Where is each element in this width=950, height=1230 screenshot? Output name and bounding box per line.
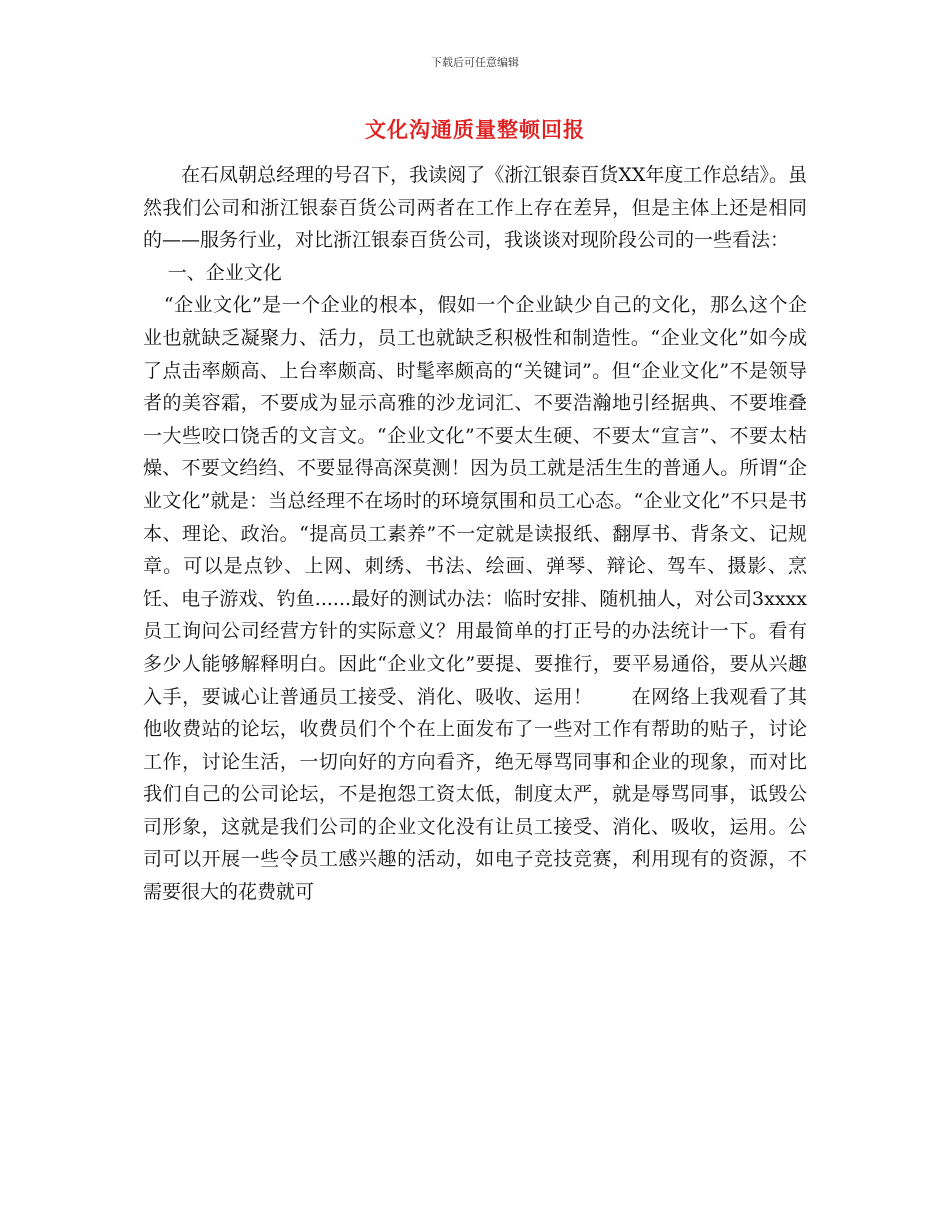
intro-paragraph: 在石凤朝总经理的号召下，我读阅了《浙江银泰百货XX年度工作总结》。虽然我们公司和浙江银泰百货公司两者在工作上存在差异，但是主体上还是相同的——服务行业，对比浙江银泰百货公司，我谈谈对现阶段公司的一些看法： xyxy=(143,164,807,252)
corporate-culture-paragraph: “企业文化”是一个企业的根本，假如一个企业缺少自己的文化，那么这个企业也就缺乏凝聚力、活力，员工也就缺乏积极性和制造性。“企业文化”如今成了点击率颇高、上台率颇高、时髦率颇高的“关键词”。但“企业文化”不是领导者的美容霜，不要成为显示高雅的沙龙词汇、不要浩瀚地引经据典、不要堆叠一大些咬口饶舌的文言文。“企业文化”不要太生硬、不要太“宣言”、不要太枯燥、不要文绉绉、不要显得高深莫测！因为员工就是活生生的普通人。所谓“企业文化”就是：当总经理不在场时的环境氛围和员工心态。“企业文化”不只是书本、理论、政治。“提高员工素养”不一定就是读报纸、翻厚书、背条文、记规章。可以是点钞、上网、刺绣、书法、绘画、弹琴、辩论、驾车、摄影、烹饪、电子游戏、钓鱼......最好的测试办法：临时安排、随机抽人，对公司3xxxx员工询问公司经营方针的实际意义？用最简单的打正号的办法统计一下。看有多少人能够解释明白。因此“企业文化”要提、要推行，要平易通俗，要从兴趣入手，要诚心让普通员工接受、消化、吸收、运用！ 在网络上我观看了其他收费站的论坛，收费员们个个在上面发布了一些对工作有帮助的贴子，讨论工作，讨论生活，一切向好的方向看齐，绝无辱骂同事和企业的现象，而对比我们自己的公司论坛，不是抱怨工资太低，制度太严，就是辱骂同事，诋毁公司形象，这就是我们公司的企业文化没有让员工接受、消化、吸收，运用。公司可以开展一些令员工感兴趣的活动，如电子竞技竞赛，利用现有的资源，不需要很大的花费就可 xyxy=(143,294,807,904)
document-body xyxy=(143,159,807,909)
page-header-note: 下载后可任意编辑 xyxy=(431,56,519,69)
section-heading-corporate-culture: 一、企业文化 xyxy=(167,261,282,284)
document-title: 文化沟通质量整顿回报 xyxy=(365,117,585,142)
